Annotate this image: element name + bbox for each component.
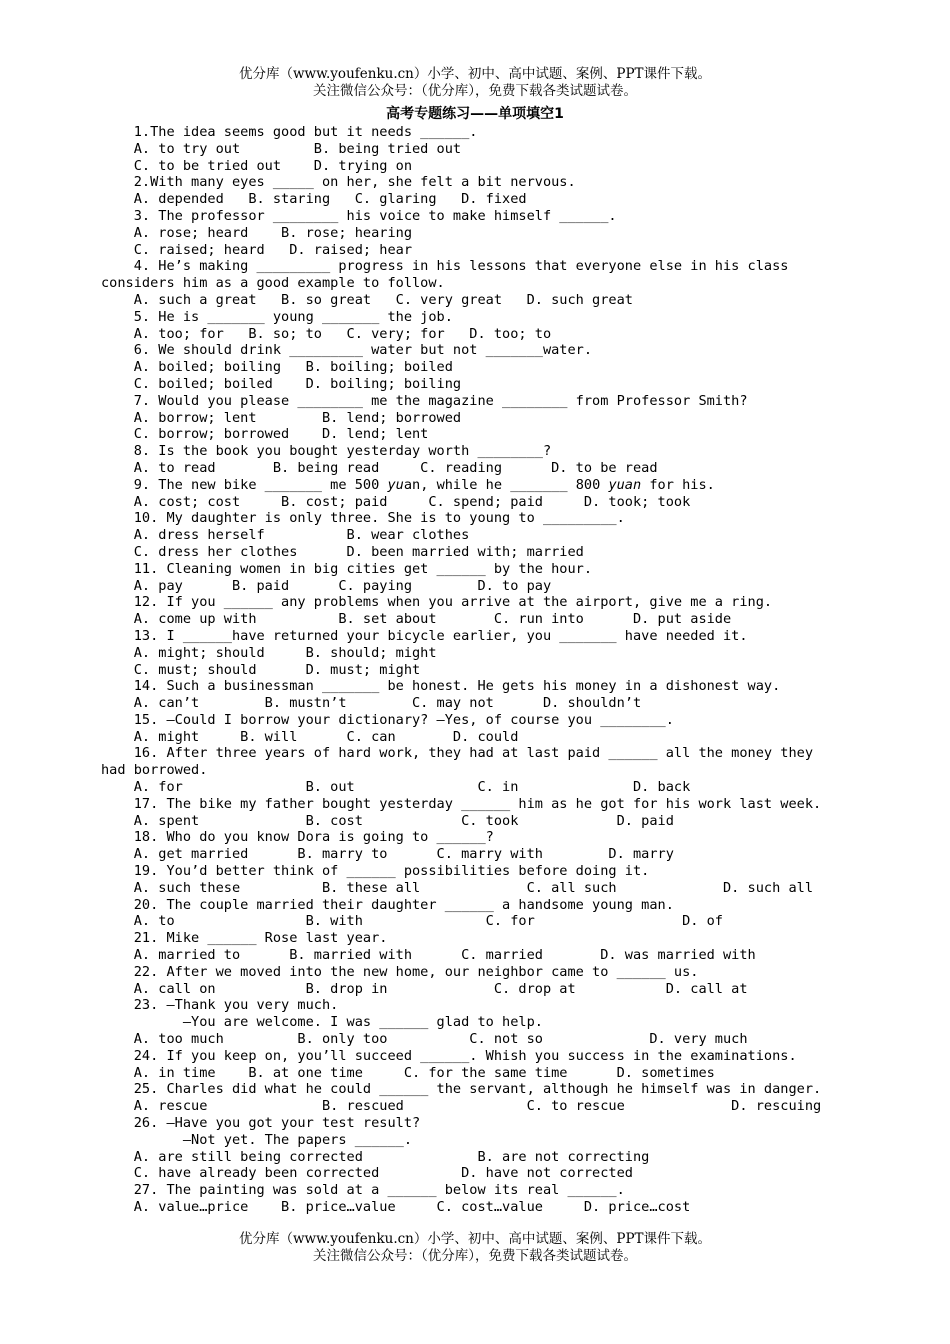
text-line: 7. Would you please ________ me the magazine ________ from Professor Smith? [101, 392, 748, 409]
text-line: A. too much B. only too C. not so D. very much [101, 1031, 748, 1048]
text-line: A. rose; heard B. rose; hearing [101, 224, 412, 241]
text-line: C. have already been corrected D. have not corrected [101, 1165, 633, 1182]
text-line: A. are still being corrected B. are not correcting [101, 1148, 650, 1165]
text-line: A. such these B. these all C. all such D. such all [101, 879, 814, 896]
text-line: C. borrow; borrowed D. lend; lent [101, 426, 429, 443]
text-line: A. borrow; lent B. lend; borrowed [101, 409, 462, 426]
text-line: 4. He’s making _________ progress in his lessons that everyone else in his class [101, 258, 789, 275]
text-line: 15. —Could I borrow your dictionary? —Yes, of course you ________. [101, 711, 674, 728]
header-line-1: 优分库（www.youfenku.cn）小学、初中、高中试题、案例、PPT课件下载。 [238, 66, 712, 82]
text-line: —Not yet. The papers ______. [101, 1131, 412, 1148]
text-line: A. value…price B. price…value C. cost…value D. price…cost [101, 1199, 691, 1215]
text-line: A. pay B. paid C. paying D. to pay [101, 577, 552, 594]
text-line: A. boiled; boiling B. boiling; boiled [101, 359, 453, 376]
text-line: 3. The professor ________ his voice to make himself ______. [101, 207, 617, 224]
text-line: C. raised; heard D. raised; hear [101, 241, 412, 258]
text-line: A. dress herself B. wear clothes [101, 527, 470, 544]
text-line: 13. I ______have returned your bicycle earlier, you _______ have needed it. [101, 627, 748, 644]
text-line: C. boiled; boiled D. boiling; boiling [101, 375, 462, 392]
text-line: 1.The idea seems good but it needs ______. [101, 124, 478, 140]
text-line: 12. If you ______ any problems when you arrive at the airport, give me a ring. [101, 594, 773, 611]
text-line: 26. —Have you got your test result? [101, 1115, 421, 1132]
text-line: A. cost; cost B. cost; paid C. spend; paid D. took; took [101, 493, 691, 510]
text-line: A. depended B. staring C. glaring D. fixed [101, 191, 527, 208]
text-line: considers him as a good example to follow. [101, 275, 445, 292]
text-line: had borrowed. [101, 762, 208, 779]
footer-line-2: 关注微信公众号：（优分库），免费下载各类试题试卷。 [313, 1248, 637, 1264]
text-line: 22. After we moved into the new home, our neighbor came to ______ us. [101, 963, 699, 980]
text-line: 17. The bike my father bought yesterday ______ him as he got for his work last week. [101, 795, 822, 812]
text-line: A. can’t B. mustn’t C. may not D. shouldn’t [101, 695, 642, 712]
document-title: 高考专题练习——单项填空1 [386, 106, 564, 122]
text-line: 20. The couple married their daughter ______ a handsome young man. [101, 896, 674, 913]
text-line: A. might B. will C. can D. could [101, 728, 519, 745]
text-line: 21. Mike ______ Rose last year. [101, 930, 388, 947]
text-line: A. for B. out C. in D. back [101, 779, 691, 796]
text-line: 24. If you keep on, you’ll succeed ______. Whish you success in the examinations. [101, 1047, 797, 1064]
page-footer [0, 1231, 950, 1265]
text-line: 11. Cleaning women in big cities get ______ by the hour. [101, 560, 593, 577]
text-line: 10. My daughter is only three. She is to young to _________. [101, 510, 625, 527]
text-line: 16. After three years of hard work, they had at last paid ______ all the money they [101, 745, 814, 762]
text-line: 25. Charles did what he could ______ the servant, although he himself was in danger. [101, 1081, 822, 1098]
text-line: 27. The painting was sold at a ______ below its real ______. [101, 1182, 625, 1199]
text-line: A. come up with B. set about C. run into D. put aside [101, 611, 732, 628]
text-line: 23. —Thank you very much. [101, 997, 339, 1014]
text-line: A. rescue B. rescued C. to rescue D. rescuing [101, 1098, 822, 1115]
text-line: 19. You’d better think of ______ possibilities before doing it. [101, 863, 650, 880]
text-line: A. might; should B. should; might [101, 644, 437, 661]
text-line: A. spent B. cost C. took D. paid [101, 812, 674, 829]
text-line: A. to B. with C. for D. of [101, 913, 723, 930]
page-header [0, 66, 950, 100]
text-line: A. to try out B. being tried out [101, 140, 462, 157]
text-line: A. in time B. at one time C. for the same time D. sometimes [101, 1064, 715, 1081]
text-line: A. to read B. being read C. reading D. to be read [101, 459, 658, 476]
text-line: A. such a great B. so great C. very great D. such great [101, 291, 633, 308]
text-line: A. get married B. marry to C. marry with D. marry [101, 846, 674, 863]
text-line: A. call on B. drop in C. drop at D. call at [101, 980, 748, 997]
text-line: 6. We should drink _________ water but not _______water. [101, 342, 593, 359]
text-line: A. married to B. married with C. married D. was married with [101, 947, 756, 964]
text-line: C. dress her clothes D. been married with; married [101, 543, 584, 560]
text-line: 8. Is the book you bought yesterday worth ________? [101, 443, 552, 460]
footer-line-1: 优分库（www.youfenku.cn）小学、初中、高中试题、案例、PPT课件下载。 [238, 1231, 712, 1247]
text-line: 5. He is _______ young _______ the job. [101, 308, 453, 325]
text-line: —You are welcome. I was ______ glad to help. [101, 1014, 543, 1031]
text-line: C. must; should D. must; might [101, 661, 421, 678]
text-line: 2.With many eyes _____ on her, she felt a bit nervous. [101, 174, 576, 191]
text-line: 14. Such a businessman _______ be honest. He gets his money in a dishonest way. [101, 678, 781, 695]
text-line: 18. Who do you know Dora is going to ______? [101, 829, 494, 846]
text-line: 9. The new bike _______ me 500 yuan, while he _______ 800 yuan for his. [101, 476, 715, 493]
text-line: A. too; for B. so; to C. very; for D. too; to [101, 325, 552, 342]
text-line: C. to be tried out D. trying on [101, 157, 412, 174]
question-list [101, 124, 861, 1216]
header-line-2: 关注微信公众号：（优分库），免费下载各类试题试卷。 [313, 83, 637, 99]
